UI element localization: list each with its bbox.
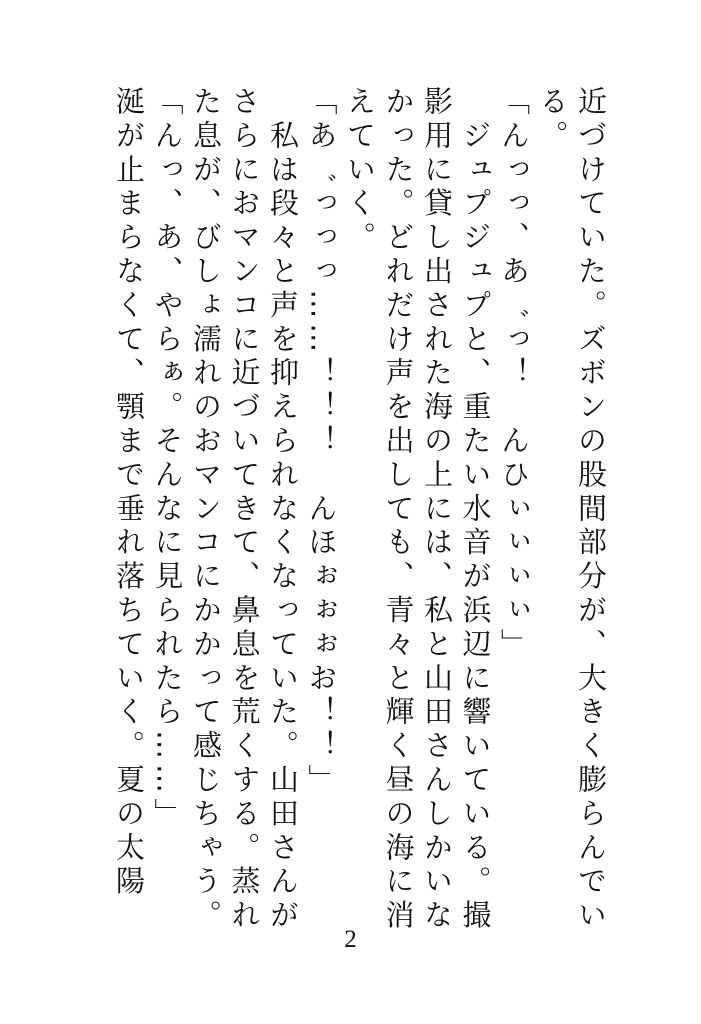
body-text <box>110 86 611 934</box>
text-line: ジュプジュプと、重たい水音が浜辺に響いている。撮 <box>458 86 493 934</box>
text-line: 涎が止まらなくて、顎まで垂れ落ちていく。夏の太陽 <box>112 86 146 900</box>
text-line: 私は段々と声を抑えられなくなっていた。山田さんが <box>266 86 300 934</box>
text-line: る。 <box>535 86 570 154</box>
text-line: 影用に貸し出された海の上には、私と山田さんしかいな <box>420 86 454 934</box>
text-line: かった。どれだけ声を出しても、青々と輝く昼の海に消 <box>381 86 416 934</box>
text-line: 「んっ、あ、やらぁ。そんなに見られたら……」 <box>150 86 185 832</box>
text-line: えていく。 <box>343 86 377 256</box>
text-line: 「あ゛っっっ……！！！ んほぉぉぉお！！」 <box>304 86 339 798</box>
text-line: た息が、びしょ濡れのおマンコにかかって感じちゃう。 <box>189 86 223 934</box>
text-line: さらにおマンコに近づいてきて、鼻息を荒くする。蒸れ <box>227 86 262 934</box>
text-line: 「んっっ、あ゛っ！ んひぃぃぃぃ」 <box>497 86 531 663</box>
text-line: 近づけていた。ズボンの股間部分が、大きく膨らんでい <box>574 86 608 934</box>
page-number: 2 <box>344 926 357 953</box>
